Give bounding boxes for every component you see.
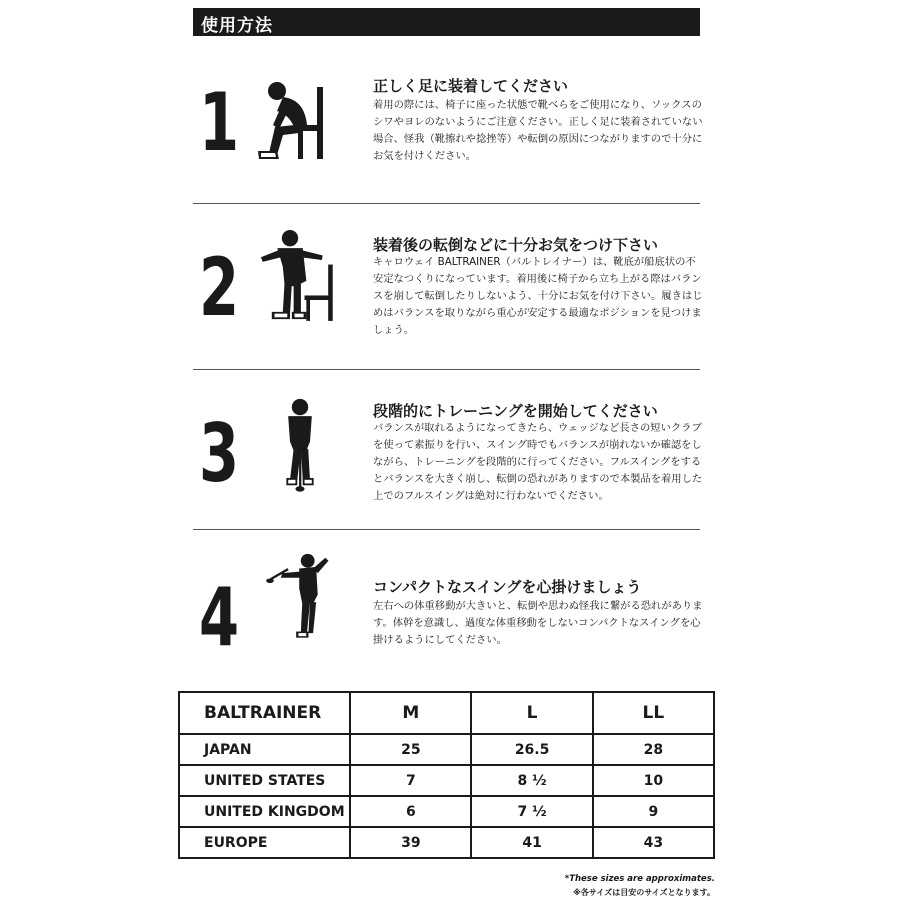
step-title: 正しく足に装着してください bbox=[373, 77, 569, 95]
table-cell: 10 bbox=[593, 765, 714, 796]
step-body: 左右への体重移動が大きいと、転倒や思わぬ怪我に繋がる恐れがあります。体幹を意識し、過度な体重移動をしないコンパクトなスイングを心掛けるようにしてください。 bbox=[373, 600, 703, 646]
step-title: 装着後の転倒などに十分お気をつけ下さい bbox=[373, 236, 659, 254]
table-cell: 28 bbox=[593, 734, 714, 765]
divider bbox=[193, 203, 700, 204]
golfer-backswing-icon bbox=[255, 550, 345, 650]
table-row-label: JAPAN bbox=[179, 734, 350, 765]
table-cell: 9 bbox=[593, 796, 714, 827]
step-4 bbox=[193, 571, 703, 676]
table-cell: 43 bbox=[593, 827, 714, 858]
size-note-jp: ※各サイズは目安のサイズとなります。 bbox=[573, 888, 715, 897]
table-header-row bbox=[179, 692, 714, 734]
golfer-address-icon bbox=[255, 398, 345, 498]
table-header-cell: BALTRAINER bbox=[179, 692, 350, 734]
divider bbox=[193, 529, 700, 530]
person-seated-putting-on-shoe-icon bbox=[255, 77, 345, 177]
step-number: 4 bbox=[199, 571, 240, 664]
table-row bbox=[179, 765, 714, 796]
table-cell: 25 bbox=[350, 734, 471, 765]
table-row-label: EUROPE bbox=[179, 827, 350, 858]
step-number: 2 bbox=[199, 241, 240, 334]
size-note-en: *These sizes are approximates. bbox=[564, 874, 715, 884]
table-cell: 6 bbox=[350, 796, 471, 827]
table-row bbox=[179, 734, 714, 765]
step-body: 着用の際には、椅子に座った状態で靴べらをご使用になり、ソックスのシワやヨレのないようにご注意ください。正しく足に装着されていない場合、怪我（靴擦れや捻挫等）や転倒の原因につながりますので十分にお気を付けください。 bbox=[373, 99, 703, 162]
step-2 bbox=[193, 234, 703, 364]
step-title: 段階的にトレーニングを開始してください bbox=[373, 402, 658, 420]
step-1 bbox=[193, 75, 703, 200]
table-cell: 8 ½ bbox=[471, 765, 592, 796]
table-row-label: UNITED KINGDOM bbox=[179, 796, 350, 827]
table-cell: 7 ½ bbox=[471, 796, 592, 827]
step-number: 1 bbox=[199, 76, 240, 169]
size-table bbox=[178, 691, 715, 859]
table-cell: 41 bbox=[471, 827, 592, 858]
table-row bbox=[179, 827, 714, 858]
person-standing-up-from-chair-icon bbox=[255, 230, 345, 330]
table-header-cell: LL bbox=[593, 692, 714, 734]
step-3 bbox=[193, 400, 703, 530]
table-row bbox=[179, 796, 714, 827]
step-body: キャロウェイ BALTRAINER（バルトレイナー）は、靴底が船底状の不安定なつくりになっています。着用後に椅子から立ち上がる際はバランスを崩して転倒したりしないよう、十分にお気を付け下さい。履きはじめはバランスを取りながら重心が安定する最適なポジションを見つけましょう。 bbox=[373, 256, 703, 336]
section-title: 使用方法 bbox=[201, 16, 273, 36]
step-title: コンパクトなスイングを心掛けましょう bbox=[373, 578, 642, 596]
table-cell: 7 bbox=[350, 765, 471, 796]
table-cell: 39 bbox=[350, 827, 471, 858]
table-header-cell: L bbox=[471, 692, 592, 734]
divider bbox=[193, 369, 700, 370]
table-cell: 26.5 bbox=[471, 734, 592, 765]
section-header-bar bbox=[193, 8, 700, 36]
table-header-cell: M bbox=[350, 692, 471, 734]
step-number: 3 bbox=[199, 407, 240, 500]
table-row-label: UNITED STATES bbox=[179, 765, 350, 796]
step-body: バランスが取れるようになってきたら、ウェッジなど長さの短いクラブを使って素振りを行い、スイング時でもバランスが崩れないか確認をしながら、トレーニングを段階的に行ってください。フルスイングをするとバランスを大きく崩し、転倒の恐れがありますので本製品を着用した上でのフルスイングは絶対に行わないでください。 bbox=[373, 422, 703, 502]
